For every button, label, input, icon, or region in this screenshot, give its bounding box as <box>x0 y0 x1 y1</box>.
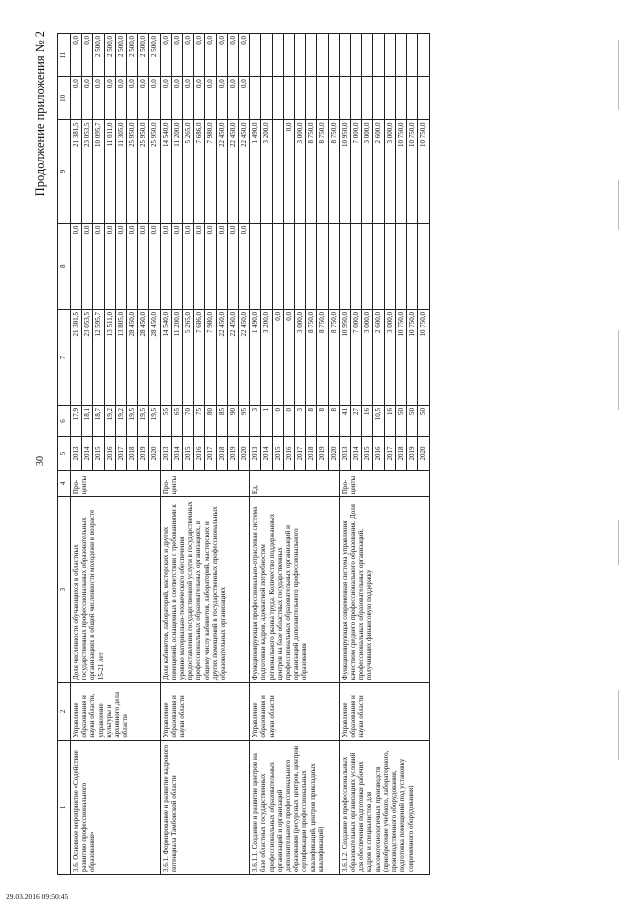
value-cell: 3 000,0 <box>384 120 395 223</box>
value-cell: 0,0 <box>127 77 138 120</box>
value-cell: 3 000,0 <box>295 309 306 405</box>
value-cell <box>261 34 272 77</box>
value-cell: 2 500,0 <box>127 34 138 77</box>
value-cell: 50 <box>418 405 429 436</box>
value-cell <box>272 223 283 309</box>
value-cell: 2 500,0 <box>93 34 104 77</box>
year-cell: 2019 <box>317 437 328 471</box>
value-cell: 80 <box>205 405 216 436</box>
table-row <box>250 34 261 875</box>
year-cell: 2020 <box>149 437 160 471</box>
value-cell: 3 000,0 <box>362 309 373 405</box>
value-cell <box>317 77 328 120</box>
column-number: 11 <box>58 34 71 77</box>
value-cell: 10 750,0 <box>395 120 406 223</box>
value-cell <box>373 77 384 120</box>
group-unit-cell: Про-центы <box>339 470 429 496</box>
value-cell: 23 053,5 <box>82 309 93 405</box>
group-indicator-cell: Функционирующая профессионально-отраслевая система подготовки кадров, адекватной потребностям регионального рынка труда. Количество поддержанных центров на базе областных государственных профессиональных образовательных организаций и организаций дополнительного профессионального образования <box>250 497 340 683</box>
value-cell: 0,0 <box>71 77 82 120</box>
value-cell: 0,0 <box>104 77 115 120</box>
value-cell: 10 750,0 <box>407 120 418 223</box>
value-cell: 55 <box>160 405 171 436</box>
value-cell: 0,0 <box>71 34 82 77</box>
value-cell: 0,0 <box>160 34 171 77</box>
value-cell: 8 <box>328 405 339 436</box>
value-cell: 0,0 <box>127 223 138 309</box>
value-cell: 8 750,0 <box>306 120 317 223</box>
value-cell: 3 000,0 <box>384 309 395 405</box>
group-name-cell: 3.6.1.2. Создание в профессиональных образовательных организациях условий для обеспечения подготовки рабочих кадров и специалистов для высокотехнологичных производств (приобретение учебного, лабораторного, производственного оборудования, подготовка помещений под установку современного оборудования) <box>339 740 429 874</box>
value-cell <box>328 77 339 120</box>
value-cell: 12 595,7 <box>93 309 104 405</box>
value-cell: 22 450,0 <box>239 120 250 223</box>
value-cell: 70 <box>183 405 194 436</box>
value-cell: 0,0 <box>216 77 227 120</box>
value-cell: 0,0 <box>183 34 194 77</box>
column-number: 2 <box>58 683 71 741</box>
group-name-cell: 3.6.1.1. Создание и развитие центров на базе областных государственных профессиональных образовательных организаций и организаций дополнительного профессионального образования (ресурсных центров, центров сертификации профессиональных квалификаций, центров прикладных квалификаций) <box>250 740 340 874</box>
value-cell: 11 305,0 <box>115 120 126 223</box>
value-cell: 0 <box>272 405 283 436</box>
column-number: 9 <box>58 120 71 223</box>
value-cell: 0,0 <box>115 77 126 120</box>
value-cell: 10 750,0 <box>395 309 406 405</box>
year-cell: 2013 <box>71 437 82 471</box>
year-cell: 2015 <box>183 437 194 471</box>
value-cell <box>306 223 317 309</box>
value-cell: 2 500,0 <box>115 34 126 77</box>
column-number: 6 <box>58 405 71 436</box>
value-cell: 2 500,0 <box>149 34 160 77</box>
group-name-cell: 3.6. Основное мероприятие «Содействие развитию профессионального образования» <box>71 740 161 874</box>
value-cell: 14 540,0 <box>160 309 171 405</box>
year-cell: 2018 <box>306 437 317 471</box>
value-cell: 16 <box>362 405 373 436</box>
group-indicator-cell: Функционирующая современная система управления качеством среднего профессионального образования. Доля профессиональных образовательных организаций, получивших финансовую поддержку <box>339 497 429 683</box>
year-cell: 2016 <box>104 437 115 471</box>
value-cell: 19,2 <box>104 405 115 436</box>
value-cell: 0,0 <box>138 223 149 309</box>
value-cell <box>407 34 418 77</box>
value-cell <box>351 34 362 77</box>
column-number: 4 <box>58 470 71 496</box>
value-cell: 17,9 <box>71 405 82 436</box>
value-cell <box>351 77 362 120</box>
value-cell: 28 450,0 <box>127 309 138 405</box>
value-cell <box>395 77 406 120</box>
group-unit-cell: Про-центы <box>71 470 161 496</box>
value-cell: 11 200,0 <box>171 309 182 405</box>
value-cell <box>328 223 339 309</box>
value-cell: 0 <box>283 405 294 436</box>
year-cell: 2015 <box>93 437 104 471</box>
value-cell: 0,0 <box>183 223 194 309</box>
value-cell: 0,0 <box>115 223 126 309</box>
column-number: 8 <box>58 223 71 309</box>
year-cell: 2017 <box>115 437 126 471</box>
table-row <box>339 34 350 875</box>
value-cell: 11 011,0 <box>104 120 115 223</box>
value-cell <box>407 223 418 309</box>
value-cell: 1 490,0 <box>250 309 261 405</box>
rotated-content <box>25 25 625 881</box>
value-cell: 0,0 <box>227 34 238 77</box>
value-cell <box>261 77 272 120</box>
year-cell: 2013 <box>250 437 261 471</box>
value-cell: 3 <box>295 405 306 436</box>
value-cell <box>283 223 294 309</box>
value-cell: 13 805,0 <box>115 309 126 405</box>
value-cell <box>283 34 294 77</box>
value-cell: 10 950,0 <box>339 120 350 223</box>
value-cell: 41 <box>339 405 350 436</box>
value-cell: 16 <box>384 405 395 436</box>
value-cell: 22 450,0 <box>216 309 227 405</box>
year-cell: 2014 <box>261 437 272 471</box>
year-cell: 2014 <box>351 437 362 471</box>
value-cell <box>328 34 339 77</box>
value-cell: 0,0 <box>227 77 238 120</box>
value-cell: 19,5 <box>127 405 138 436</box>
value-cell: 0,0 <box>171 223 182 309</box>
group-executor-cell: Управление образования и науки области, управление культуры и архивного дела области <box>71 683 161 741</box>
value-cell: 3 000,0 <box>295 120 306 223</box>
value-cell: 2 600,0 <box>373 120 384 223</box>
value-cell: 8 <box>317 405 328 436</box>
year-cell: 2013 <box>160 437 171 471</box>
group-executor-cell: Управление образования и науки области <box>250 683 340 741</box>
value-cell <box>384 77 395 120</box>
value-cell <box>272 34 283 77</box>
value-cell <box>295 77 306 120</box>
value-cell <box>317 34 328 77</box>
value-cell <box>351 223 362 309</box>
value-cell: 0,0 <box>82 223 93 309</box>
value-cell <box>384 34 395 77</box>
year-cell: 2019 <box>227 437 238 471</box>
value-cell: 0,0 <box>194 77 205 120</box>
value-cell <box>407 77 418 120</box>
value-cell: 50 <box>395 405 406 436</box>
page-heading: Продолжение приложения № 2 <box>33 31 47 197</box>
value-cell <box>418 223 429 309</box>
group-name-cell: 3.6.1. Формирование и развитие кадрового потенциала Тамбовской области <box>160 740 250 874</box>
value-cell: 0,0 <box>194 34 205 77</box>
value-cell: 28 450,0 <box>149 309 160 405</box>
group-indicator-cell: Доля кабинетов, лабораторий, мастерских и других помещений, оснащенных в соответствии с требованиями к уровню материально-технического обеспечения предоставления государственной услуги в государственных профессиональных образовательных организациях, в общему числу кабинетов, лабораторий, мастерских и других помещений в государственных профессиональных образовательных организациях <box>160 497 250 683</box>
value-cell: 7 980,0 <box>205 120 216 223</box>
value-cell <box>272 77 283 120</box>
year-cell: 2015 <box>362 437 373 471</box>
value-cell: 8 750,0 <box>328 120 339 223</box>
value-cell <box>250 34 261 77</box>
value-cell <box>339 223 350 309</box>
column-number: 10 <box>58 77 71 120</box>
year-cell: 2015 <box>272 437 283 471</box>
value-cell: 8 750,0 <box>317 309 328 405</box>
value-cell: 0,0 <box>205 77 216 120</box>
value-cell: 18,7 <box>93 405 104 436</box>
value-cell: 0,0 <box>205 223 216 309</box>
value-cell: 10 750,0 <box>407 309 418 405</box>
column-number: 7 <box>58 309 71 405</box>
value-cell: 5 265,0 <box>183 309 194 405</box>
value-cell: 18,1 <box>82 405 93 436</box>
value-cell <box>306 34 317 77</box>
program-table <box>57 33 430 875</box>
year-cell: 2020 <box>328 437 339 471</box>
value-cell: 10,5 <box>373 405 384 436</box>
value-cell: 0,0 <box>216 223 227 309</box>
value-cell <box>418 34 429 77</box>
year-cell: 2018 <box>216 437 227 471</box>
value-cell: 0,0 <box>160 223 171 309</box>
value-cell: 3 200,0 <box>261 309 272 405</box>
value-cell: 0,0 <box>93 77 104 120</box>
year-cell: 2019 <box>407 437 418 471</box>
year-cell: 2019 <box>138 437 149 471</box>
scan-edge-marks <box>600 0 640 905</box>
group-indicator-cell: Доля численности обучающихся в областных государственных профессиональных образовательных организациях в общей численности молодежи в возрасте 15-21 лет <box>71 497 161 683</box>
value-cell: 0,0 <box>239 223 250 309</box>
value-cell: 13 511,0 <box>104 309 115 405</box>
year-cell: 2016 <box>373 437 384 471</box>
value-cell: 25 950,0 <box>149 120 160 223</box>
value-cell <box>362 223 373 309</box>
value-cell <box>272 120 283 223</box>
value-cell: 8 750,0 <box>317 120 328 223</box>
print-timestamp: 29.03.2016 09:50:45 <box>6 892 69 901</box>
value-cell: 0,0 <box>216 34 227 77</box>
value-cell: 7 000,0 <box>351 120 362 223</box>
value-cell: 7 980,0 <box>205 309 216 405</box>
value-cell: 10 750,0 <box>418 120 429 223</box>
value-cell: 25 950,0 <box>127 120 138 223</box>
year-cell: 2017 <box>384 437 395 471</box>
value-cell: 0,0 <box>239 77 250 120</box>
value-cell: 19,2 <box>115 405 126 436</box>
value-cell: 10 750,0 <box>418 309 429 405</box>
table-row <box>71 34 82 875</box>
table-body <box>71 34 430 875</box>
group-executor-cell: Управление образования и науки области <box>339 683 429 741</box>
value-cell: 21 381,5 <box>71 120 82 223</box>
value-cell: 2 500,0 <box>138 34 149 77</box>
value-cell <box>250 223 261 309</box>
value-cell <box>317 223 328 309</box>
value-cell: 1 490,0 <box>250 120 261 223</box>
value-cell: 0,0 <box>93 223 104 309</box>
value-cell: 10 950,0 <box>339 309 350 405</box>
value-cell <box>362 77 373 120</box>
value-cell: 0,0 <box>239 34 250 77</box>
value-cell: 0,0 <box>104 223 115 309</box>
column-number-row <box>58 34 71 875</box>
value-cell: 0,0 <box>149 77 160 120</box>
value-cell <box>418 77 429 120</box>
value-cell <box>261 223 272 309</box>
value-cell: 0,0 <box>82 34 93 77</box>
value-cell: 0,0 <box>227 223 238 309</box>
value-cell: 1 <box>261 405 272 436</box>
year-cell: 2013 <box>339 437 350 471</box>
value-cell: 7 686,0 <box>194 120 205 223</box>
value-cell: 0,0 <box>82 77 93 120</box>
group-unit-cell: Про-центы <box>160 470 250 496</box>
year-cell: 2020 <box>418 437 429 471</box>
value-cell <box>373 223 384 309</box>
value-cell: 75 <box>194 405 205 436</box>
table-row <box>160 34 171 875</box>
value-cell: 14 540,0 <box>160 120 171 223</box>
value-cell <box>283 77 294 120</box>
year-cell: 2017 <box>295 437 306 471</box>
year-cell: 2020 <box>239 437 250 471</box>
value-cell: 7 686,0 <box>194 309 205 405</box>
value-cell: 0,0 <box>171 34 182 77</box>
value-cell <box>306 77 317 120</box>
group-unit-cell: Ед. <box>250 470 340 496</box>
value-cell: 2 500,0 <box>104 34 115 77</box>
value-cell: 0,0 <box>160 77 171 120</box>
value-cell: 22 450,0 <box>216 120 227 223</box>
value-cell: 50 <box>407 405 418 436</box>
value-cell: 2 600,0 <box>373 309 384 405</box>
value-cell: 0,0 <box>194 223 205 309</box>
value-cell <box>295 34 306 77</box>
value-cell: 3 <box>250 405 261 436</box>
group-executor-cell: Управление образования и науки области <box>160 683 250 741</box>
value-cell <box>339 34 350 77</box>
value-cell: 0,0 <box>149 223 160 309</box>
value-cell: 21 381,5 <box>71 309 82 405</box>
value-cell: 22 450,0 <box>227 120 238 223</box>
value-cell: 22 450,0 <box>227 309 238 405</box>
column-number: 3 <box>58 497 71 683</box>
value-cell: 8 <box>306 405 317 436</box>
value-cell: 22 450,0 <box>239 309 250 405</box>
value-cell: 27 <box>351 405 362 436</box>
value-cell <box>384 223 395 309</box>
year-cell: 2017 <box>205 437 216 471</box>
year-cell: 2014 <box>171 437 182 471</box>
year-cell: 2018 <box>127 437 138 471</box>
year-cell: 2018 <box>395 437 406 471</box>
value-cell: 3 000,0 <box>362 120 373 223</box>
value-cell <box>395 223 406 309</box>
value-cell: 11 200,0 <box>171 120 182 223</box>
value-cell: 0,0 <box>138 77 149 120</box>
value-cell: 0,0 <box>71 223 82 309</box>
value-cell: 0,0 <box>205 34 216 77</box>
value-cell: 28 450,0 <box>138 309 149 405</box>
value-cell: 10 095,7 <box>93 120 104 223</box>
value-cell: 8 750,0 <box>328 309 339 405</box>
value-cell: 0,0 <box>272 309 283 405</box>
value-cell: 8 750,0 <box>306 309 317 405</box>
value-cell: 85 <box>216 405 227 436</box>
value-cell: 19,5 <box>138 405 149 436</box>
value-cell: 7 000,0 <box>351 309 362 405</box>
page-number: 30 <box>35 456 46 466</box>
year-cell: 2016 <box>283 437 294 471</box>
value-cell: 23 053,5 <box>82 120 93 223</box>
year-cell: 2014 <box>82 437 93 471</box>
value-cell: 25 950,0 <box>138 120 149 223</box>
value-cell: 0,0 <box>183 77 194 120</box>
value-cell <box>295 223 306 309</box>
value-cell: 65 <box>171 405 182 436</box>
value-cell: 90 <box>227 405 238 436</box>
value-cell <box>373 34 384 77</box>
column-number: 1 <box>58 740 71 874</box>
value-cell: 19,5 <box>149 405 160 436</box>
value-cell <box>250 77 261 120</box>
column-number: 5 <box>58 437 71 471</box>
value-cell <box>339 77 350 120</box>
year-cell: 2016 <box>194 437 205 471</box>
value-cell: 95 <box>239 405 250 436</box>
value-cell: 0,0 <box>171 77 182 120</box>
value-cell: 5 265,0 <box>183 120 194 223</box>
value-cell <box>362 34 373 77</box>
value-cell: 3 200,0 <box>261 120 272 223</box>
value-cell: 0,0 <box>283 120 294 223</box>
value-cell: 0,0 <box>283 309 294 405</box>
value-cell <box>395 34 406 77</box>
